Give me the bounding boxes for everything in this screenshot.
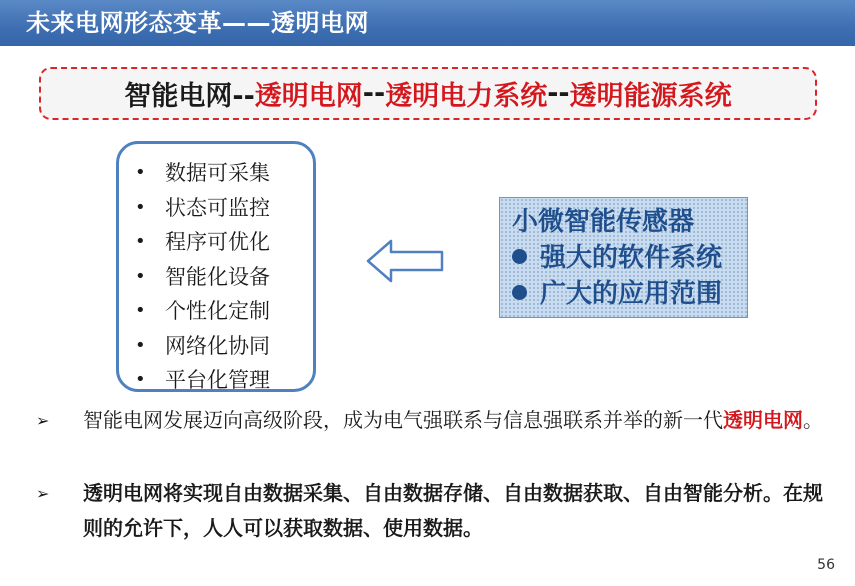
bullet-dot-icon (512, 249, 527, 264)
feature-item: • 网络化协同 (119, 329, 313, 364)
sensor-title: 小微智能传感器 (512, 207, 695, 237)
feature-item: • 状态可监控 (119, 191, 313, 226)
feature-list (119, 144, 313, 398)
paragraph-1-text: 智能电网发展迈向高级阶段，成为电气强联系与信息强联系并举的新一代 (83, 408, 723, 432)
paragraph-2 (36, 476, 836, 546)
banner-part-1: 智能电网-- (124, 81, 255, 112)
banner-part-3: -- (362, 78, 386, 109)
feature-item: • 数据可采集 (119, 156, 313, 191)
banner (39, 67, 817, 120)
sensor-item-text: 强大的软件系统 (540, 243, 723, 273)
arrow-bullet-icon: ➢ (36, 411, 50, 430)
title-bar (0, 0, 855, 46)
paragraph-2-text: 透明电网将实现自由数据采集、自由数据存储、自由数据获取、自由智能分析。在规则的允许下，人人可以获取数据、使用数据。 (83, 481, 823, 540)
sensor-box (499, 197, 748, 318)
feature-item: • 个性化定制 (119, 294, 313, 329)
paragraph-1-highlight: 透明电网 (723, 408, 803, 432)
banner-part-4: 透明电力系统 (385, 81, 548, 112)
banner-part-6: 透明能源系统 (569, 81, 732, 112)
sensor-item-text: 广大的应用范围 (540, 279, 723, 309)
sensor-item (512, 240, 747, 276)
paragraph-1 (36, 403, 836, 438)
sensor-item (512, 276, 747, 312)
bullet-dot-icon (512, 285, 527, 300)
left-arrow-icon (366, 238, 446, 284)
page-number: 56 (817, 557, 835, 573)
banner-part-2: 透明电网 (254, 81, 363, 112)
feature-item: • 程序可优化 (119, 225, 313, 260)
feature-item: • 智能化设备 (119, 260, 313, 295)
feature-list-box (116, 141, 316, 392)
slide-title: 未来电网形态变革——透明电网 (26, 9, 369, 37)
paragraph-1-end: 。 (803, 408, 823, 432)
arrow-bullet-icon: ➢ (36, 484, 50, 503)
banner-part-5: -- (547, 78, 570, 109)
feature-item: • 平台化管理 (119, 363, 313, 398)
